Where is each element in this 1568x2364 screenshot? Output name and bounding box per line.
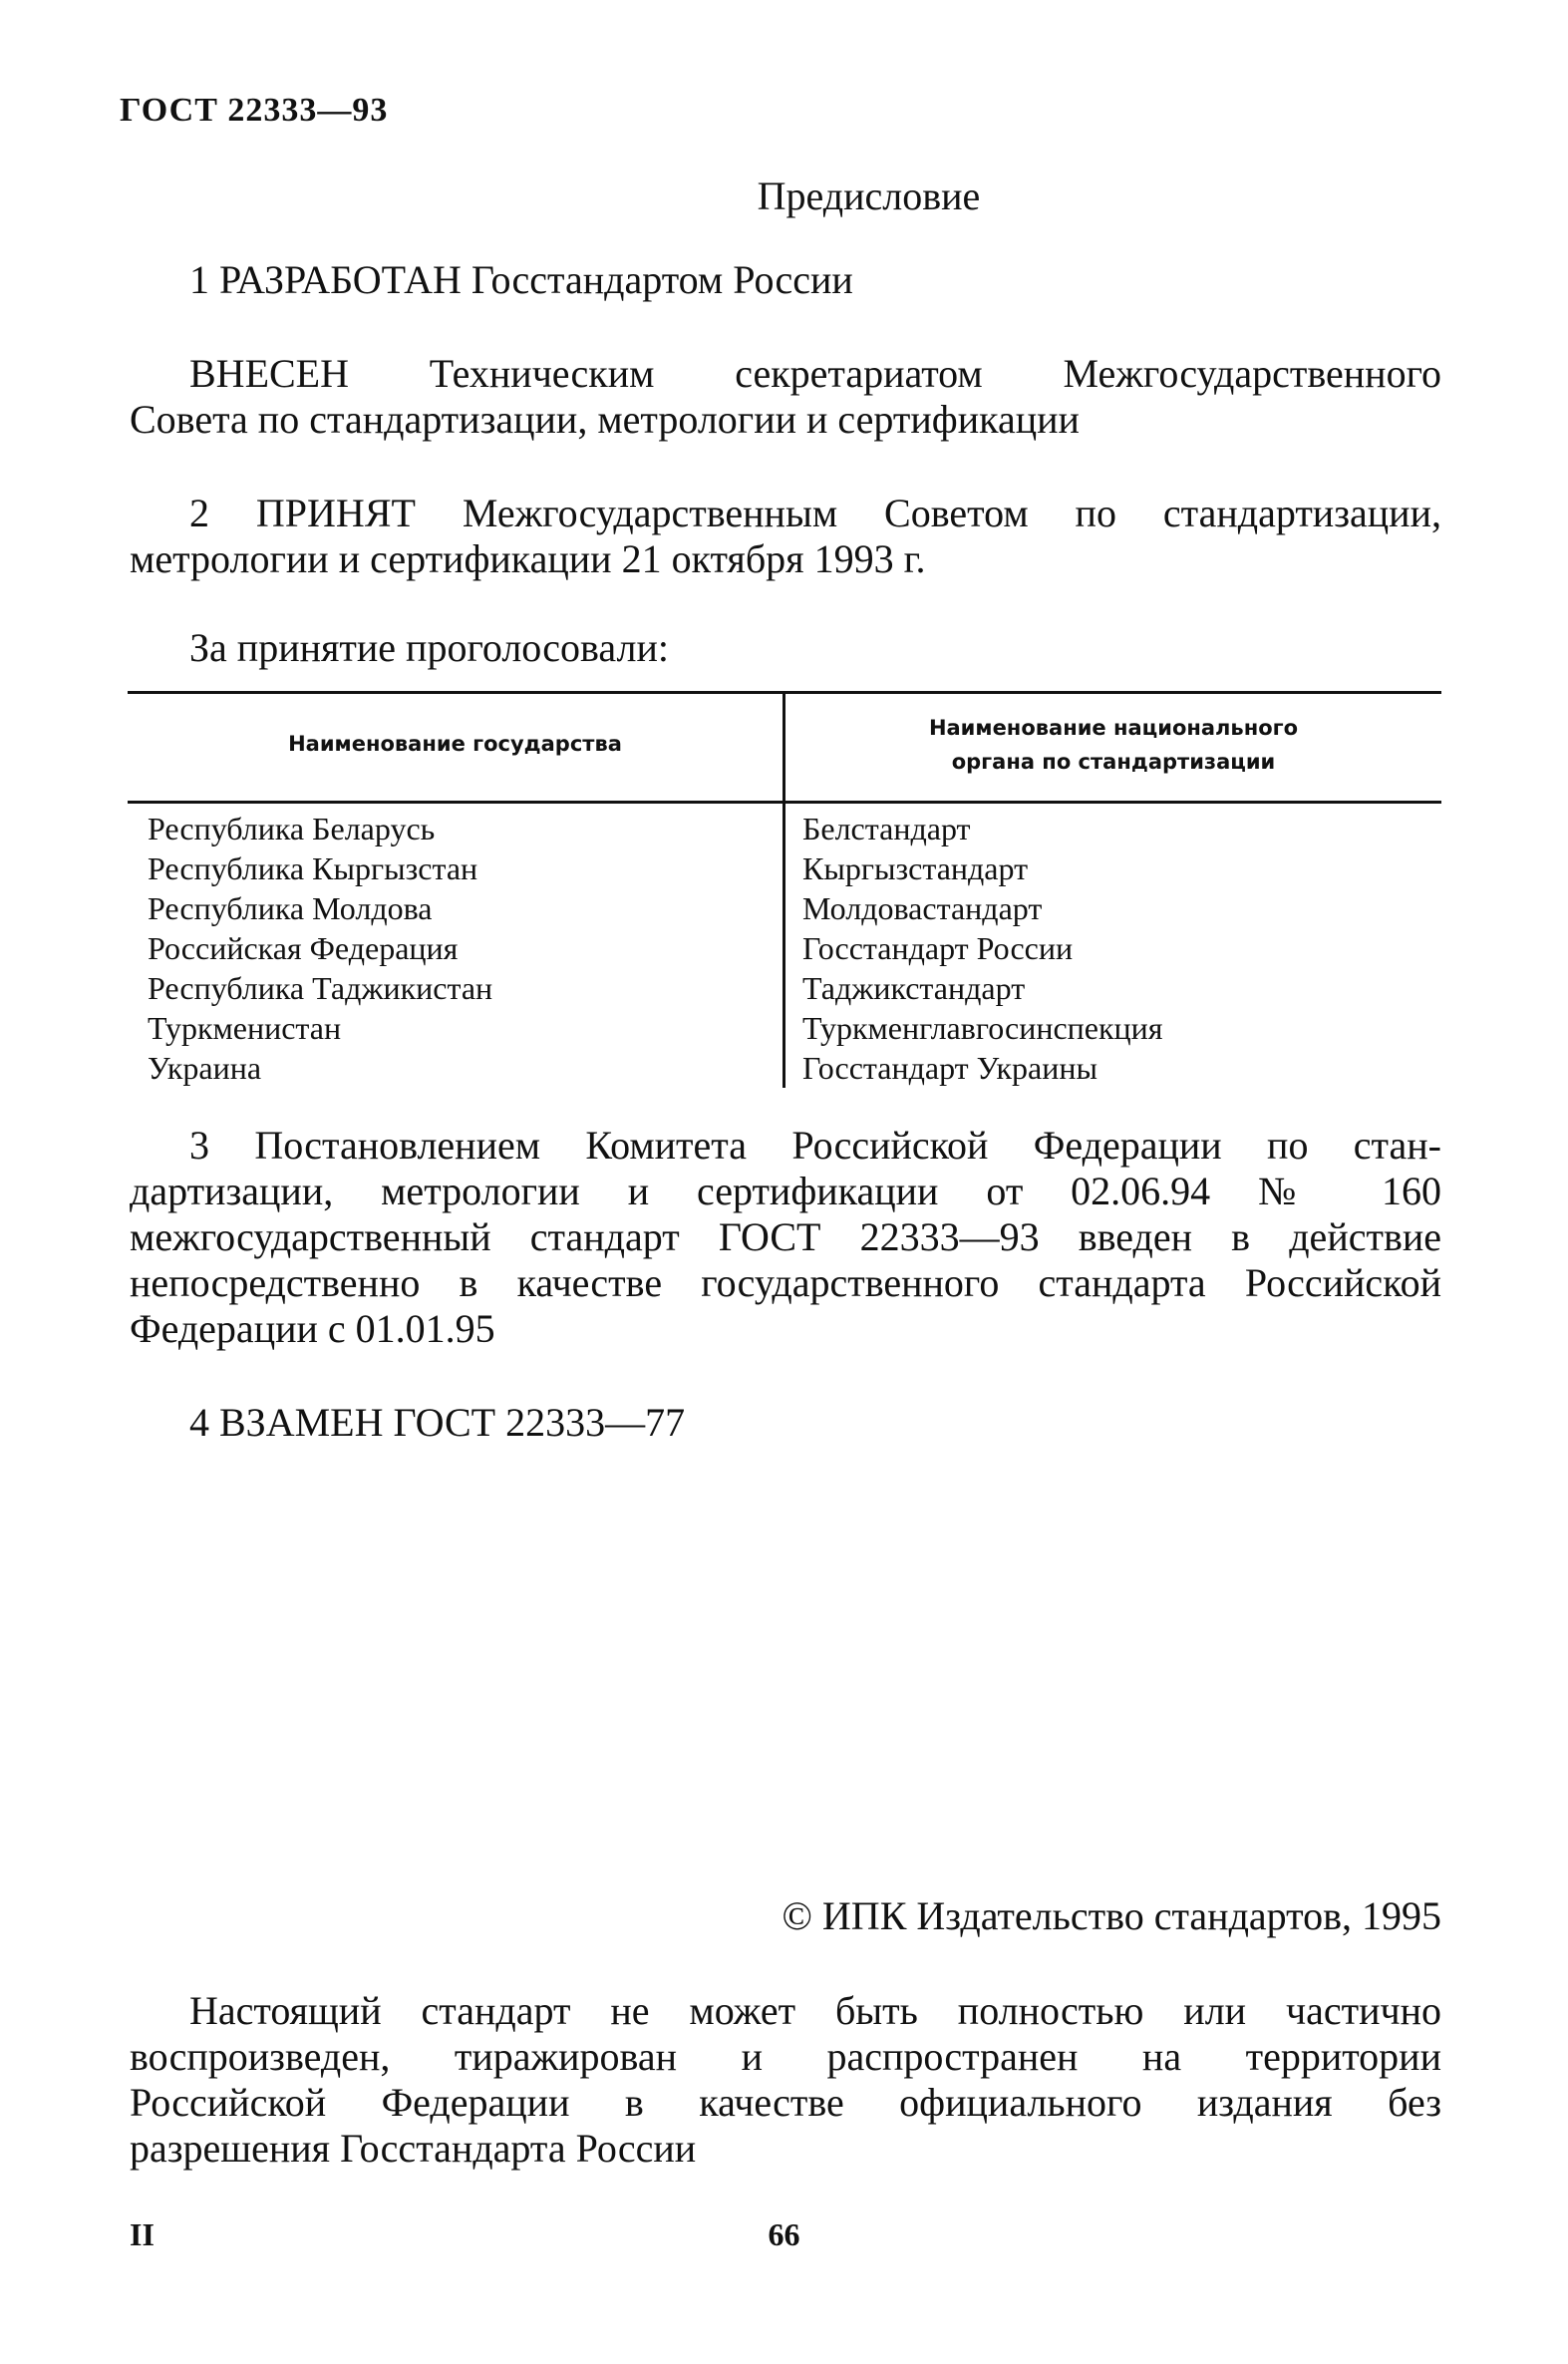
notice-line-2: воспроизведен, тиражирован и распространен на территории	[130, 2034, 1441, 2079]
item-3-line-1: 3 Постановлением Комитета Российской Федерации по стан-	[189, 1123, 1441, 1168]
table-column-bodies	[802, 809, 1162, 1088]
table-cell-state: Республика Таджикистан	[148, 970, 493, 1006]
item-1-developed: 1 РАЗРАБОТАН Госстандартом России	[189, 257, 853, 302]
table-cell-state: Республика Беларусь	[148, 811, 436, 846]
table-cell-state: Украина	[148, 1050, 262, 1086]
item-3-line-2: дартизации, метрологии и сертификации от 02.06.94 № 160	[130, 1169, 1441, 1213]
voted-label: За принятие проголосовали:	[189, 625, 669, 670]
document-code: ГОСТ 22333—93	[120, 92, 389, 129]
table-cell-body: Белстандарт	[802, 811, 971, 846]
table-header-national-body-line-2: органа по стандартизации	[951, 750, 1276, 774]
table-header-national-body	[785, 711, 1441, 779]
notice-line-1: Настоящий стандарт не может быть полностью или частично	[189, 1988, 1441, 2033]
table-cell-body: Госстандарт Украины	[802, 1050, 1098, 1086]
item-2-adopted-line-2: метрологии и сертификации 21 октября 1993 г.	[130, 536, 926, 581]
table-cell-body: Таджикстандарт	[802, 970, 1026, 1006]
table-cell-state: Российская Федерация	[148, 930, 459, 966]
introduced-line-2: Совета по стандартизации, метрологии и сертификации	[130, 397, 1080, 442]
notice-line-4: разрешения Госстандарта России	[130, 2126, 697, 2171]
table-column-states	[148, 809, 492, 1088]
item-4-replaces: 4 ВЗАМЕН ГОСТ 22333—77	[189, 1400, 686, 1445]
item-3-line-5: Федерации с 01.01.95	[130, 1306, 495, 1351]
table-cell-body: Молдовастандарт	[802, 890, 1043, 926]
item-3-line-3: межгосударственный стандарт ГОСТ 22333—93 введен в действие	[130, 1214, 1441, 1259]
table-header-state: Наименование государства	[288, 732, 622, 756]
table-cell-state: Республика Молдова	[148, 890, 433, 926]
roman-page-marker: II	[130, 2216, 155, 2252]
copyright: © ИПК Издательство стандартов, 1995	[782, 1893, 1441, 1938]
voting-table	[128, 691, 1441, 1090]
item-3-line-4: непосредственно в качестве государственного стандарта Российской	[130, 1260, 1441, 1305]
introduced-line-1: ВНЕСЕН Техническим секретариатом Межгосударственного	[189, 351, 1441, 396]
notice-line-3: Российской Федерации в качестве официального издания без	[130, 2080, 1441, 2125]
item-2-adopted-line-1: 2 ПРИНЯТ Межгосударственным Советом по стандартизации,	[189, 491, 1441, 535]
page-number: 66	[768, 2216, 800, 2252]
table-cell-state: Республика Кыргызстан	[148, 850, 478, 886]
table-cell-body: Кыргызстандарт	[802, 850, 1029, 886]
table-cell-body: Госстандарт России	[802, 930, 1074, 966]
preface-title: Предисловие	[757, 173, 981, 218]
table-cell-state: Туркменистан	[148, 1010, 342, 1046]
table-cell-body: Туркменглавгосинспекция	[802, 1010, 1163, 1046]
table-header-national-body-line-1: Наименование национального	[928, 716, 1299, 740]
